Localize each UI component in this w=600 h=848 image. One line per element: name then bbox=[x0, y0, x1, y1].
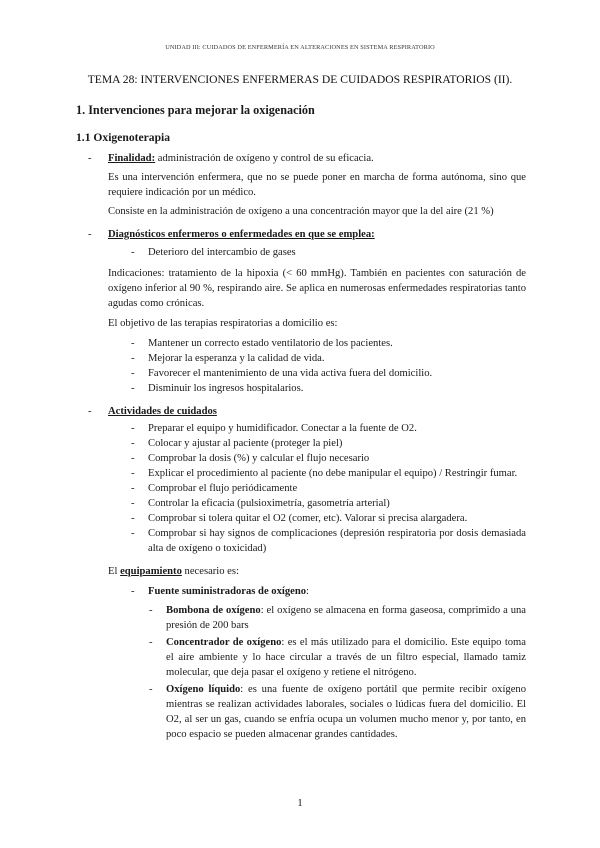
fuente-type-label: Oxígeno líquido bbox=[166, 684, 241, 695]
actividad-text: Comprobar si hay signos de complicaciones (depresión respiratoria por dosis demasiada alta de oxígeno o toxicidad) bbox=[148, 528, 526, 554]
fuente-type-text: : es el más utilizado para el domicilio. Este equipo toma el aire ambiente y lo hace circular a través de un filtro especial, llamado tamiz molecular, que deja pasar el oxígeno y retiene el nitrógeno. bbox=[166, 637, 526, 678]
bullet-dash: - bbox=[131, 368, 135, 379]
objetivo-list-item bbox=[128, 381, 526, 396]
fuente-type-text: : es una fuente de oxígeno portátil que permite recibir oxígeno mientras se realizan actividades laborales, sociales o lúdicas fuera del domicilio. El O2, al ser un gas, cuando se enfría ocupa un volumen mucho menor y, por tanto, en poco espacio se pueden almacenar grandes cantidades. bbox=[166, 684, 526, 740]
objetivo-text: Mantener un correcto estado ventilatorio de los pacientes. bbox=[148, 338, 393, 349]
actividad-text: Comprobar si tolera quitar el O2 (comer, etc). Valorar si precisa alargadera. bbox=[148, 513, 468, 524]
equipamiento-label: equipamiento bbox=[120, 566, 182, 577]
bullet-dash: - bbox=[88, 229, 92, 240]
actividad-list-item bbox=[128, 466, 526, 481]
bullet-dash: - bbox=[131, 453, 135, 464]
actividad-list-item bbox=[128, 421, 526, 436]
bullet-dash: - bbox=[88, 406, 92, 417]
finalidad-paragraph-1: Es una intervención enfermera, que no se puede poner en marcha de forma autónoma, sino que requiere indicación por un médico. bbox=[108, 172, 526, 198]
bullet-dash: - bbox=[131, 338, 135, 349]
actividad-text: Controlar la eficacia (pulsioximetría, gasometría arterial) bbox=[148, 498, 390, 509]
fuente-colon: : bbox=[306, 586, 309, 597]
document-title: TEMA 28: INTERVENCIONES ENFERMERAS DE CUIDADOS RESPIRATORIOS (II). bbox=[87, 73, 513, 86]
bullet-dash: - bbox=[149, 605, 153, 616]
actividad-list-item bbox=[128, 511, 526, 526]
equipamiento-intro-pre: El bbox=[108, 566, 121, 577]
objetivo-text: Favorecer el mantenimiento de una vida activa fuera del domicilio. bbox=[148, 368, 433, 379]
bullet-dash: - bbox=[131, 498, 135, 509]
actividad-list-item bbox=[128, 481, 526, 496]
bullet-dash: - bbox=[149, 637, 153, 648]
actividad-text: Explicar el procedimiento al paciente (no debe manipular el equipo) / Restringir fumar. bbox=[148, 468, 518, 479]
objetivo-text: Disminuir los ingresos hospitalarios. bbox=[148, 383, 304, 394]
fuente-list-item bbox=[146, 635, 526, 680]
bullet-dash: - bbox=[131, 423, 135, 434]
actividades-label: Actividades de cuidados bbox=[108, 406, 217, 417]
fuente-list-item bbox=[146, 682, 526, 742]
actividad-list-item bbox=[128, 436, 526, 451]
bullet-dash: - bbox=[131, 586, 135, 597]
subsection-heading: 1.1 Oxigenoterapia bbox=[76, 131, 171, 144]
bullet-dash: - bbox=[131, 513, 135, 524]
diagnostico-list-item bbox=[128, 245, 526, 260]
actividad-list-item bbox=[128, 451, 526, 466]
objetivo-list-item bbox=[128, 336, 526, 351]
finalidad-text: administración de oxígeno y control de su eficacia. bbox=[155, 153, 374, 164]
actividad-text: Comprobar el flujo periódicamente bbox=[148, 483, 298, 494]
bullet-dash: - bbox=[131, 468, 135, 479]
fuente-item bbox=[128, 584, 526, 599]
diagnostico-text: Deterioro del intercambio de gases bbox=[148, 247, 296, 258]
equipamiento-intro-post: necesario es: bbox=[181, 566, 239, 577]
running-header: UNIDAD III: CUIDADOS DE ENFERMERÍA EN ALTERACIONES EN SISTEMA RESPIRATORIO bbox=[165, 44, 435, 51]
bullet-dash: - bbox=[131, 247, 135, 258]
actividad-list-item bbox=[128, 496, 526, 511]
finalidad-label: Finalidad: bbox=[108, 153, 156, 164]
bullet-dash: - bbox=[131, 438, 135, 449]
equipamiento-intro bbox=[108, 564, 526, 579]
fuente-type-label: Concentrador de oxígeno bbox=[166, 637, 282, 648]
objetivo-list-item bbox=[128, 351, 526, 366]
section-heading: 1. Intervenciones para mejorar la oxigenación bbox=[76, 103, 315, 117]
fuente-type-text: : el oxígeno se almacena en forma gaseosa, comprimido a una presión de 200 bars bbox=[166, 605, 526, 631]
finalidad-paragraph-2: Consiste en la administración de oxígeno a una concentración mayor que la del aire (21 %) bbox=[108, 206, 494, 217]
actividad-text: Colocar y ajustar al paciente (proteger la piel) bbox=[148, 438, 343, 449]
actividades-item bbox=[88, 404, 526, 742]
fuente-list-item bbox=[146, 603, 526, 633]
fuente-label: Fuente suministradoras de oxígeno bbox=[148, 586, 307, 597]
diagnosticos-label: Diagnósticos enfermeros o enfermedades en que se emplea: bbox=[108, 229, 375, 240]
actividad-text: Comprobar la dosis (%) y calcular el flujo necesario bbox=[148, 453, 370, 464]
objetivo-text: Mejorar la esperanza y la calidad de vida. bbox=[148, 353, 325, 364]
bullet-dash: - bbox=[131, 528, 135, 539]
finalidad-item bbox=[88, 151, 526, 219]
body-content bbox=[88, 151, 526, 742]
bullet-dash: - bbox=[131, 353, 135, 364]
objetivo-list-item bbox=[128, 366, 526, 381]
bullet-dash: - bbox=[131, 483, 135, 494]
indicaciones-paragraph: Indicaciones: tratamiento de la hipoxia (< 60 mmHg). También en pacientes con saturación de oxígeno inferior al 90 %, respirando aire. Se aplica en numerosas enfermedades respiratorias tanto agudas como crónicas. bbox=[108, 268, 526, 309]
page-number: 1 bbox=[297, 797, 303, 809]
fuente-type-label: Bombona de oxígeno bbox=[166, 605, 261, 616]
bullet-dash: - bbox=[131, 383, 135, 394]
actividad-list-item bbox=[128, 526, 526, 556]
actividad-text: Preparar el equipo y humidificador. Conectar a la fuente de O2. bbox=[148, 423, 417, 434]
bullet-dash: - bbox=[149, 684, 153, 695]
bullet-dash: - bbox=[88, 153, 92, 164]
diagnosticos-item bbox=[88, 227, 526, 396]
objetivo-intro: El objetivo de las terapias respiratorias a domicilio es: bbox=[108, 318, 338, 329]
